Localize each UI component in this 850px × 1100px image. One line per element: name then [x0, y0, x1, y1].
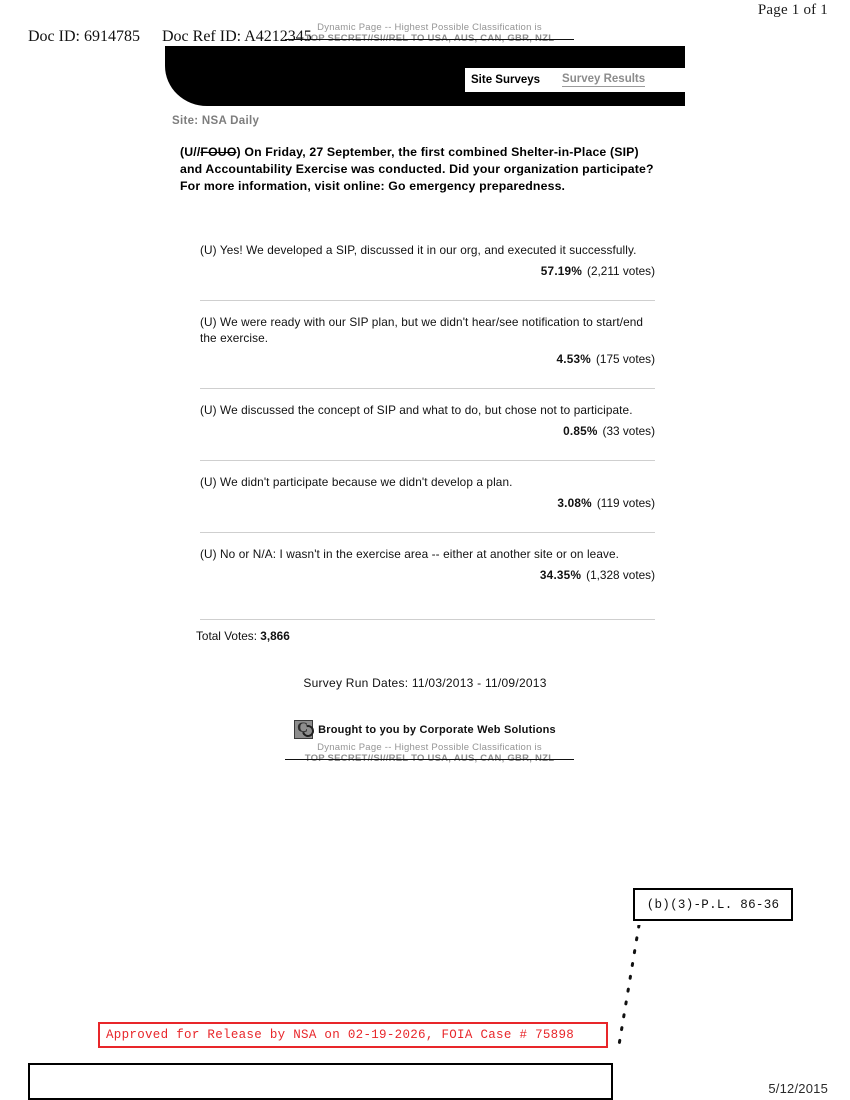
- total-separator: [200, 619, 655, 620]
- footer-branding: [0, 720, 850, 739]
- bottom-date-label: 5/12/2015: [768, 1081, 828, 1096]
- question-marking-fouo: FOUO: [200, 145, 237, 159]
- survey-option-result: [200, 352, 655, 366]
- survey-option-votes: (119 votes): [596, 496, 655, 511]
- tab-survey-results[interactable]: Survey Results: [562, 73, 646, 85]
- top-classification-banner: [287, 22, 572, 44]
- classification-line-2: TOP SECRET//SI//REL TO USA, AUS, CAN, GBR, NZL: [287, 33, 572, 44]
- survey-option: [200, 532, 655, 582]
- classification-line-2-bottom: TOP SECRET//SI//REL TO USA, AUS, CAN, GBR, NZL: [287, 753, 572, 764]
- survey-option-text: (U) We were ready with our SIP plan, but we didn't hear/see notification to start/end the exercise.: [200, 315, 644, 346]
- bottom-classification-banner: [287, 742, 572, 764]
- foia-release-stamp: [98, 1022, 608, 1048]
- total-votes: [196, 629, 290, 643]
- navigation-bar: [465, 68, 685, 92]
- classification-line-1: Dynamic Page -- Highest Possible Classification is: [317, 22, 542, 33]
- document-id-row: [28, 28, 312, 46]
- survey-option-result: [200, 496, 655, 510]
- survey-option-percent: 34.35%: [539, 568, 582, 583]
- survey-option-percent: 3.08%: [557, 496, 592, 511]
- site-masthead: [165, 46, 685, 106]
- survey-option-votes: (175 votes): [595, 352, 655, 367]
- redacted-banner-block: [165, 46, 467, 106]
- question-marking-prefix: (U//: [180, 145, 201, 159]
- doc-id: Doc ID: 6914785: [28, 28, 140, 45]
- survey-options-list: [200, 228, 655, 582]
- survey-option-percent: 0.85%: [563, 424, 598, 439]
- survey-option-result: [200, 424, 655, 438]
- redacted-banner-bottom-strip: [465, 92, 685, 106]
- survey-option: [200, 460, 655, 510]
- survey-option: [200, 228, 655, 278]
- exemption-leader-line: [614, 925, 644, 1045]
- page-number-label: Page 1 of 1: [757, 2, 828, 18]
- brought-to-you-by-text: Brought to you by Corporate Web Solutions: [318, 723, 556, 736]
- foia-exemption-box: [633, 888, 793, 921]
- survey-option-votes: (1,328 votes): [586, 568, 655, 583]
- bottom-empty-box: [28, 1063, 613, 1100]
- doc-ref-id: Doc Ref ID: A4212345: [161, 28, 312, 45]
- survey-option-votes: (2,211 votes): [587, 264, 655, 279]
- survey-option-text: (U) No or N/A: I wasn't in the exercise area -- either at another site or on leave.: [200, 547, 620, 562]
- survey-option-percent: 57.19%: [540, 264, 583, 279]
- survey-option-result: [200, 568, 655, 582]
- corporate-web-solutions-logo-icon: [294, 720, 313, 739]
- survey-option: [200, 300, 655, 366]
- tab-site-surveys[interactable]: Site Surveys: [471, 74, 541, 86]
- redacted-banner-top-strip: [465, 46, 685, 68]
- survey-run-dates: Survey Run Dates: 11/03/2013 - 11/09/2013: [303, 676, 547, 690]
- total-votes-value: 3,866: [260, 629, 290, 643]
- survey-option-percent: 4.53%: [556, 352, 591, 367]
- foia-exemption-text: (b)(3)-P.L. 86-36: [646, 897, 780, 912]
- survey-question: [180, 144, 660, 195]
- survey-option-text: (U) We didn't participate because we didn't develop a plan.: [200, 475, 513, 490]
- survey-option-text: (U) Yes! We developed a SIP, discussed it in our org, and executed it successfully.: [200, 243, 637, 257]
- classification-line-1-bottom: Dynamic Page -- Highest Possible Classification is: [317, 742, 542, 753]
- foia-release-text: Approved for Release by NSA on 02-19-2026, FOIA Case # 75898: [106, 1028, 575, 1042]
- survey-option-votes: (33 votes): [602, 424, 655, 439]
- survey-option-text: (U) We discussed the concept of SIP and what to do, but chose not to participate.: [200, 403, 633, 418]
- site-name-label: Site: NSA Daily: [172, 115, 260, 127]
- question-body: ) On Friday, 27 September, the first combined Shelter-in-Place (SIP) and Accountability Exercise was conducted. Did your organization participate? For more information, visit online: Go emergency preparedness.: [180, 145, 654, 193]
- survey-option: [200, 388, 655, 438]
- survey-option-result: [200, 264, 655, 278]
- total-votes-label: Total Votes:: [196, 629, 257, 643]
